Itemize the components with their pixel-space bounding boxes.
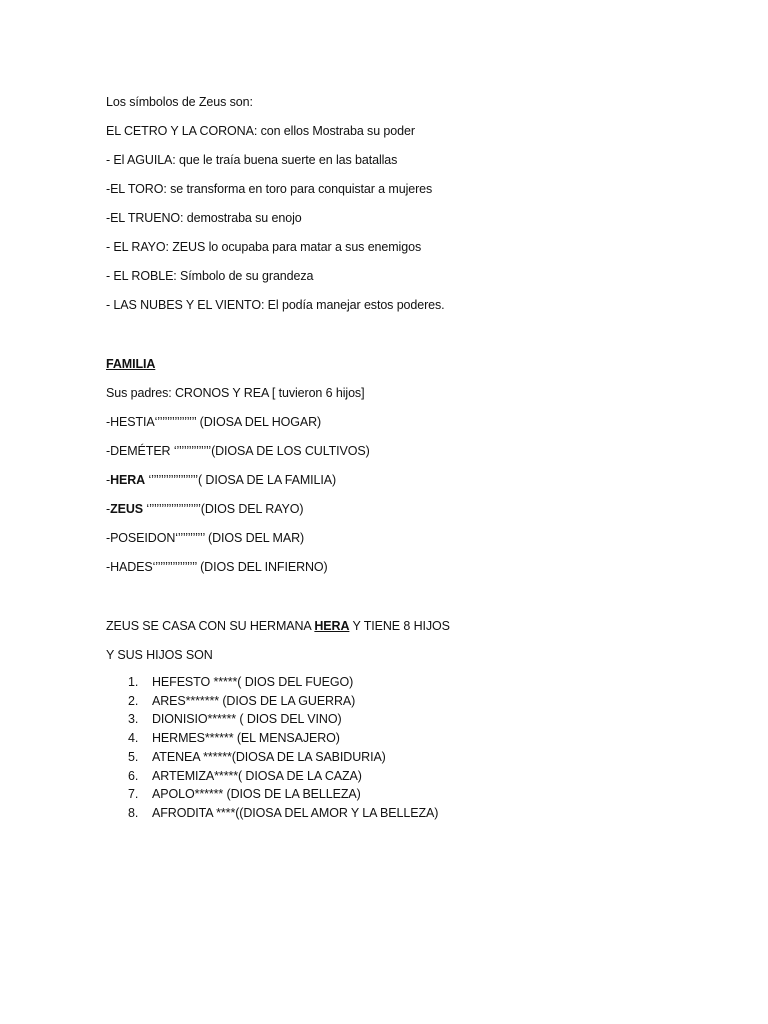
list-item-text: APOLO****** (DIOS DE LA BELLEZA) (152, 787, 361, 802)
sibling-hades: -HADES‘’’’’’’’’’’’’’’’’’ (DIOS DEL INFIERNO) (106, 560, 328, 574)
symbol-rayo: - EL RAYO: ZEUS lo ocupaba para matar a sus enemigos (106, 240, 422, 254)
list-item-text: HERMES****** (EL MENSAJERO) (152, 731, 340, 746)
family-heading: FAMILIA (106, 357, 156, 371)
sibling-zeus (106, 501, 303, 517)
sibling-hestia: -HESTIA‘’’’’’’’’’’’’’’’’ (DIOSA DEL HOGAR) (106, 415, 322, 429)
list-item-text: ARES******* (DIOS DE LA GUERRA) (152, 693, 356, 708)
sibling-hera (106, 472, 336, 488)
sibling-poseidon: -POSEIDON‘’’’’’’’’’’’ (DIOS DEL MAR) (106, 531, 305, 545)
children-intro: Y SUS HIJOS SON (106, 648, 213, 662)
list-item (106, 673, 438, 692)
symbol-cetro-corona: EL CETRO Y LA CORONA: con ellos Mostraba su poder (106, 124, 415, 138)
marriage-hera: HERA (314, 619, 350, 633)
list-item-number: 3. (128, 712, 139, 727)
list-item-text: AFRODITA ****((DIOSA DEL AMOR Y LA BELLEZA) (152, 805, 439, 820)
sibling-demeter: -DEMÉTER ‘’’’’’’’’’’’’’’(DIOSA DE LOS CULTIVOS) (106, 444, 370, 458)
children-list (106, 673, 438, 823)
marriage-sentence (106, 618, 450, 634)
symbols-heading: Los símbolos de Zeus son: (106, 95, 253, 109)
symbol-roble: - EL ROBLE: Símbolo de su grandeza (106, 269, 314, 283)
list-item-number: 7. (128, 787, 139, 802)
sibling-zeus-name: ZEUS (110, 502, 144, 516)
list-item (106, 729, 438, 748)
list-item-number: 5. (128, 749, 139, 764)
sibling-hera-prefix: - (106, 473, 111, 487)
symbol-aguila: - El AGUILA: que le traía buena suerte en las batallas (106, 153, 398, 167)
sibling-zeus-prefix: - (106, 502, 111, 516)
list-item-text: DIONISIO****** ( DIOS DEL VINO) (152, 712, 342, 727)
symbol-trueno: -EL TRUENO: demostraba su enojo (106, 211, 302, 225)
family-parents: Sus padres: CRONOS Y REA [ tuvieron 6 hijos] (106, 386, 365, 400)
list-item-number: 1. (128, 675, 139, 689)
list-item (106, 804, 438, 823)
sibling-hera-rest: ‘’’’’’’’’’’’’’’’’’’’( DIOSA DE LA FAMILIA) (145, 473, 337, 487)
symbol-toro: -EL TORO: se transforma en toro para conquistar a mujeres (106, 182, 433, 196)
list-item (106, 767, 438, 786)
list-item-text: ATENEA ******(DIOSA DE LA SABIDURIA) (152, 749, 386, 764)
list-item (106, 710, 438, 729)
marriage-pre: ZEUS SE CASA CON SU HERMANA (106, 619, 315, 633)
list-item-number: 6. (128, 768, 139, 783)
list-item-number: 8. (128, 805, 139, 820)
list-item (106, 748, 438, 767)
list-item-text: ARTEMIZA*****( DIOSA DE LA CAZA) (152, 768, 362, 783)
list-item (106, 692, 438, 711)
list-item-number: 2. (128, 693, 139, 708)
list-item-text: HEFESTO *****( DIOS DEL FUEGO) (152, 675, 354, 689)
marriage-post: Y TIENE 8 HIJOS (349, 619, 450, 633)
symbol-nubes-viento: - LAS NUBES Y EL VIENTO: El podía manejar estos poderes. (106, 298, 445, 312)
sibling-zeus-rest: ‘’’’’’’’’’’’’’’’’’’’’’(DIOS DEL RAYO) (143, 502, 304, 516)
sibling-hera-name: HERA (110, 473, 146, 487)
list-item (106, 785, 438, 804)
list-item-number: 4. (128, 731, 139, 746)
